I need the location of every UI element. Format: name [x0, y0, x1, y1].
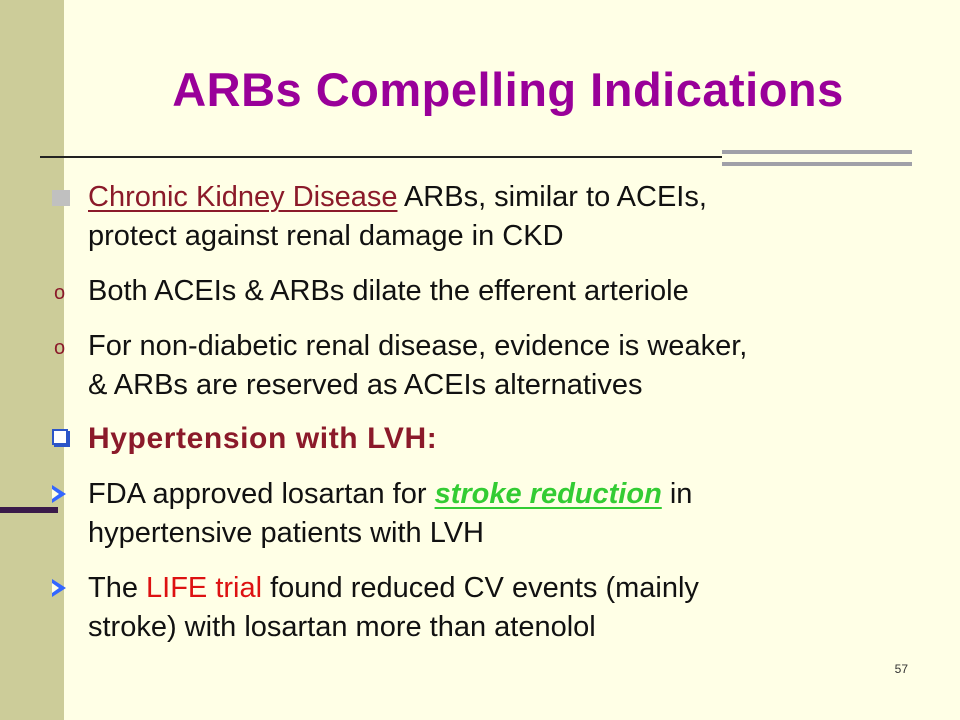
- bullet-ckd: [52, 178, 932, 256]
- stroke-reduction-link[interactable]: stroke reduction: [434, 478, 662, 510]
- slide-content: [52, 178, 932, 647]
- life-text-post: found reduced CV events (mainly: [262, 572, 699, 604]
- bullet-efferent: [52, 272, 932, 311]
- arrow-bullet-icon: [52, 485, 66, 503]
- life-trial-highlight: LIFE trial: [146, 572, 263, 604]
- bullet-non-diabetic: [52, 327, 932, 405]
- heading-hypertension: [52, 419, 932, 459]
- bullet-fda: [52, 475, 932, 553]
- circle-bullet-icon: o: [54, 337, 66, 359]
- slide-title: ARBs Compelling Indications: [172, 63, 844, 116]
- ckd-link[interactable]: Chronic Kidney Disease: [88, 181, 398, 213]
- circle-bullet-icon: o: [54, 282, 66, 304]
- page-number: 57: [894, 662, 908, 676]
- life-text-pre: The: [88, 572, 147, 604]
- arrow-bullet-icon: [52, 579, 66, 597]
- efferent-text: Both ACEIs & ARBs dilate the efferent arteriole: [88, 275, 689, 307]
- left-accent-bar: [0, 507, 58, 513]
- fda-text-post: in: [661, 478, 693, 510]
- square-bullet-icon: [52, 190, 70, 206]
- life-text-line2: stroke) with losartan more than atenolol: [88, 611, 596, 643]
- hypertension-heading: Hypertension with LVH:: [88, 422, 438, 455]
- fda-text-line2: hypertensive patients with LVH: [88, 517, 485, 549]
- ckd-text-line2: protect against renal damage in CKD: [88, 220, 564, 252]
- non-diabetic-line2: & ARBs are reserved as ACEIs alternatives: [88, 369, 643, 401]
- checkbox-bullet-icon: [52, 429, 68, 445]
- ckd-text-line1: ARBs, similar to ACEIs,: [397, 181, 707, 213]
- title-divider-accent: [722, 150, 912, 166]
- fda-text-pre: FDA approved losartan for: [88, 478, 435, 510]
- non-diabetic-line1: For non-diabetic renal disease, evidence is weaker,: [88, 330, 748, 362]
- bullet-life-trial: [52, 569, 932, 647]
